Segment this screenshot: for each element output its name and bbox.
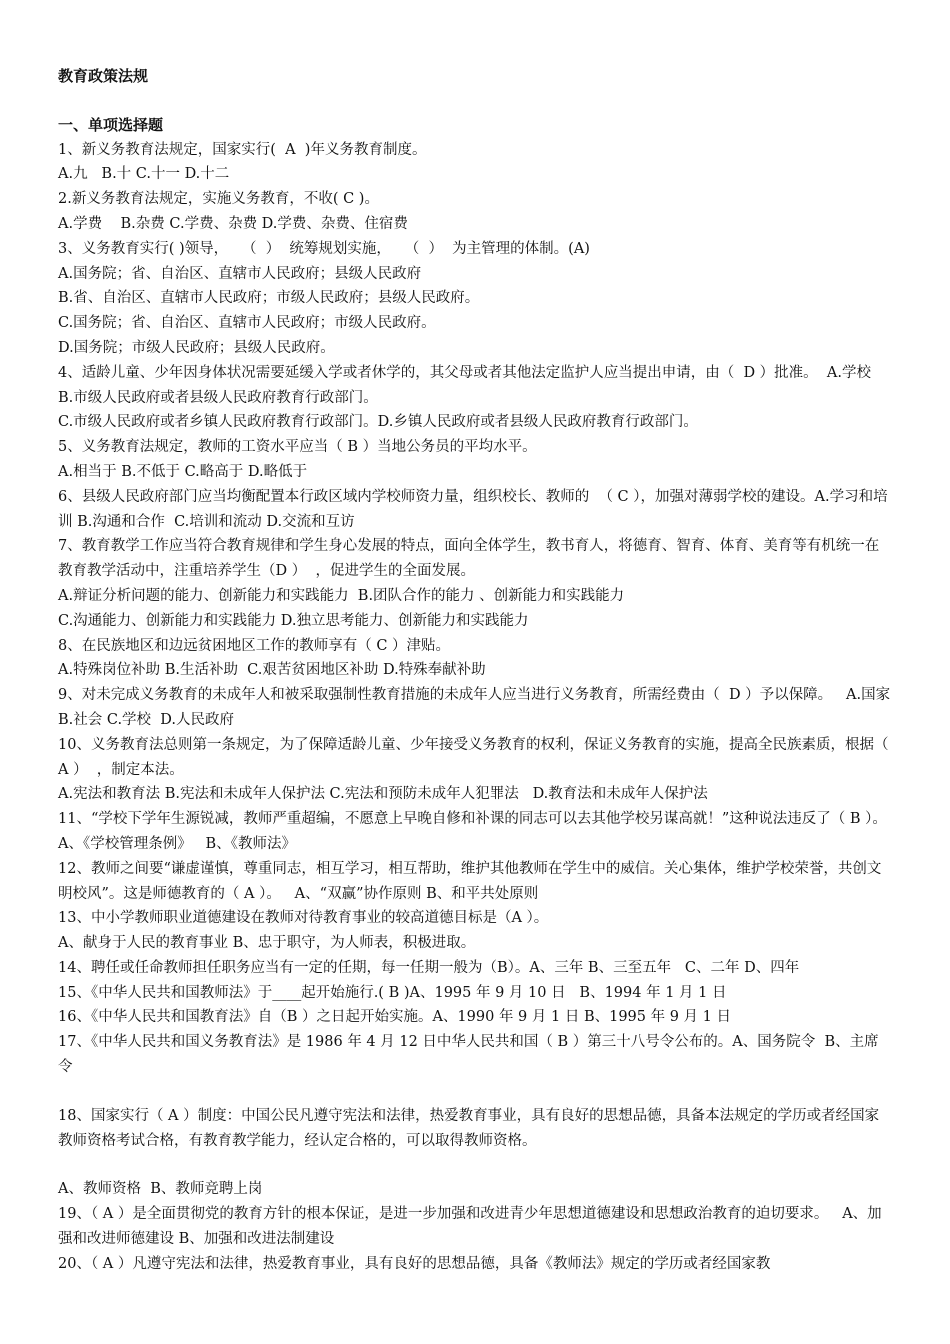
- document-title: 教育政策法规: [58, 67, 149, 85]
- text-line: 20、（ A ）凡遵守宪法和法律，热爱教育事业，具有良好的思想品德，具备《教师法》规定的学历或者经国家教: [58, 1255, 771, 1272]
- text-line: A.辩证分析问题的能力、创新能力和实践能力 B.团队合作的能力 、创新能力和实践能力: [58, 587, 625, 604]
- text-line: 16、《中华人民共和国教育法》自（B ）之日起开始实施。A、1990 年 9 月 1 日 B、1995 年 9 月 1 日: [58, 1009, 731, 1026]
- text-line: C.国务院；省、自治区、直辖市人民政府；市级人民政府。: [58, 315, 436, 332]
- text-line: 11、“学校下学年生源锐减，教师严重超编，不愿意上早晚自修和补课的同志可以去其他学校另谋高就！”这种说法违反了（ B ）。 A、《学校管理条例》 B、《教师法》: [58, 811, 901, 852]
- section-title: 一、单项选择题: [58, 115, 164, 134]
- text-line: 19、（ A ）是全面贯彻党的教育方针的根本保证，是进一步加强和改进青少年思想道德建设和思想政治教育的迫切要求。 A、加强和改进师德建设 B、加强和改进法制建设: [58, 1206, 882, 1248]
- text-line: 2.新义务教育法规定，实施义务教育，不收( C )。: [58, 191, 379, 208]
- text-line: B.省、自治区、直辖市人民政府；市级人民政府；县级人民政府。: [58, 290, 480, 307]
- text-line: 4、适龄儿童、少年因身体状况需要延缓入学或者休学的，其父母或者其他法定监护人应当提出申请，由（ D ）批准。 A.学校 B.市级人民政府或者县级人民政府教育行政部门。: [58, 364, 885, 406]
- text-line: 9、对未完成义务教育的未成年人和被采取强制性教育措施的未成年人应当进行义务教育，所需经费由（ D ）予以保障。 A.国家 B.社会 C.学校 D.人民政府: [58, 687, 900, 728]
- text-line: A、教师资格 B、教师竞聘上岗: [58, 1181, 263, 1198]
- text-line: 17、《中华人民共和国义务教育法》是 1986 年 4 月 12 日中华人民共和国（ B ）第三十八号令公布的。A、国务院令 B、主席令: [58, 1034, 879, 1076]
- text-line: A.相当于 B.不低于 C.略高于 D.略低于: [58, 463, 308, 480]
- text-line: 1、新义务教育法规定，国家实行( A )年义务教育制度。: [58, 141, 427, 158]
- paragraph-gap: [58, 1153, 892, 1177]
- text-line: D.国务院；市级人民政府；县级人民政府。: [58, 339, 335, 356]
- text-line: A.学费 B.杂费 C.学费、杂费 D.学费、杂费、住宿费: [58, 215, 408, 232]
- text-line: C.市级人民政府或者乡镇人民政府教育行政部门。D.乡镇人民政府或者县级人民政府教育行政部门。: [58, 414, 698, 431]
- text-line: 6、县级人民政府部门应当均衡配置本行政区域内学校师资力量，组织校长、教师的 （ C ），加强对薄弱学校的建设。A.学习和培训 B.沟通和合作 C.培训和流动 D.交流和互访: [58, 488, 888, 530]
- text-line: 12、教师之间要“谦虚谨慎，尊重同志，相互学习，相互帮助，维护其他教师在学生中的威信。关心集体，维护学校荣誉，共创文明校风”。这是师德教育的（ A ）。 A、“双赢”协作原则 B、和平共处原则: [58, 860, 882, 902]
- text-line: A.宪法和教育法 B.宪法和未成年人保护法 C.宪法和预防未成年人犯罪法 D.教育法和未成年人保护法: [58, 786, 708, 803]
- paragraph-gap: [58, 1080, 892, 1104]
- text-line: 18、国家实行（ A ）制度：中国公民凡遵守宪法和法律，热爱教育事业，具有良好的思想品德，具备本法规定的学历或者经国家教师资格考试合格，有教育教学能力，经认定合格的，可以取得教师资格。: [58, 1107, 880, 1149]
- text-line: 7、教育教学工作应当符合教育规律和学生身心发展的特点，面向全体学生，教书育人，将德育、智育、体育、美育等有机统一在教育教学活动中，注重培养学生（D ） ，促进学生的全面发展。: [58, 538, 880, 580]
- text-line: 15、《中华人民共和国教师法》于____起开始施行.( B )A、1995 年 9 月 10 日 B、1994 年 1 月 1 日: [58, 984, 727, 1001]
- text-line: 5、义务教育法规定，教师的工资水平应当（ B ）当地公务员的平均水平。: [58, 439, 537, 456]
- text-line: 10、义务教育法总则第一条规定，为了保障适龄儿童、少年接受义务教育的权利，保证义务教育的实施，提高全民族素质，根据（ A ） ，制定本法。: [58, 736, 894, 778]
- text-line: C.沟通能力、创新能力和实践能力 D.独立思考能力、创新能力和实践能力: [58, 612, 529, 629]
- text-line: A、献身于人民的教育事业 B、忠于职守，为人师表，积极进取。: [58, 935, 476, 952]
- text-line: 14、聘任或任命教师担任职务应当有一定的任期，每一任期一般为（B）。A、三年 B、三至五年 C、二年 D、四年: [58, 959, 800, 976]
- text-line: A.特殊岗位补助 B.生活补助 C.艰苦贫困地区补助 D.特殊奉献补助: [58, 662, 486, 679]
- text-line: 13、中小学教师职业道德建设在教师对待教育事业的较高道德目标是（A ）。: [58, 910, 549, 927]
- text-line: 3、义务教育实行( )领导， （ ） 统筹规划实施， （ ） 为主管理的体制。(A): [58, 240, 590, 257]
- text-line: A.国务院；省、自治区、直辖市人民政府；县级人民政府: [58, 265, 422, 282]
- text-line: A.九 B.十 C.十一 D.十二: [58, 166, 230, 183]
- text-line: 8、在民族地区和边远贫困地区工作的教师享有（ C ）津贴。: [58, 637, 451, 654]
